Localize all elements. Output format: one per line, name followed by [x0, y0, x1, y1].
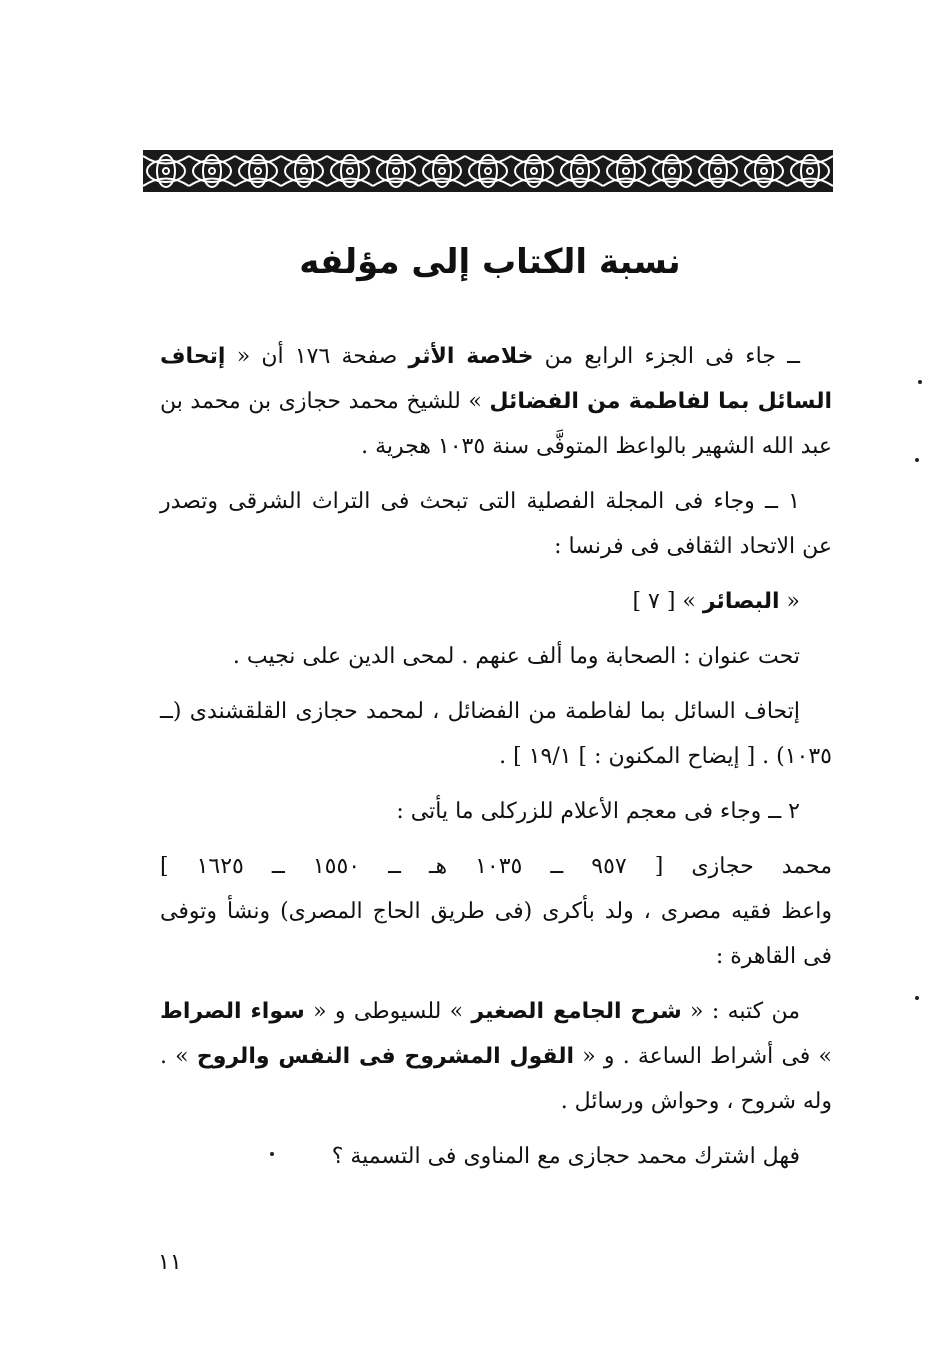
paragraph-khulasat	[160, 334, 832, 469]
text-segment: صفحة ١٧٦ أن «	[225, 344, 409, 369]
text-segment: «	[779, 589, 800, 614]
main-text	[160, 334, 832, 1189]
scan-speck	[918, 380, 922, 384]
text-segment: » للسيوطى و «	[304, 999, 472, 1024]
biography-text: واعظ فقيه مصرى ، ولد بأكرى (فى طريق الحاج المصرى) ونشأ وتوفى فى القاهرة :	[160, 899, 832, 969]
journal-title-al-basair: البصائر	[702, 589, 780, 614]
ornamental-border	[143, 150, 833, 192]
text-segment: » [ ٧ ]	[632, 589, 703, 614]
journal-title-line	[160, 579, 832, 624]
page-number: ١١	[158, 1250, 182, 1275]
paragraph-biography	[160, 844, 832, 979]
paragraph-journal: ١ ــ وجاء فى المجلة الفصلية التى تبحث فى التراث الشرقى وتصدر عن الاتحاد الثقافى فى فرنسا :	[160, 489, 832, 559]
book-title-khulasat-al-athar: خلاصة الأثر	[408, 344, 534, 369]
text-segment: » فى أشراط الساعة . و «	[574, 1044, 832, 1069]
paragraph-works	[160, 989, 832, 1124]
text-segment: ــ جاء فى الجزء الرابع من	[533, 344, 800, 369]
page-title: نسبة الكتاب إلى مؤلفه	[299, 242, 681, 282]
book-title-sharh-al-jami: شرح الجامع الصغير	[471, 999, 682, 1024]
scan-speck	[915, 996, 919, 1000]
book-title-al-qawl-al-mashruh: القول المشروح فى النفس والروح	[196, 1044, 575, 1069]
scan-speck	[270, 1152, 274, 1156]
biography-dates-line: محمد حجازى [ ٩٥٧ ــ ١٠٣٥ هـ ــ ١٥٥٠ ــ ١٦٢٥ ]	[160, 854, 832, 879]
text-segment: » للشيخ محمد حجازى بن محمد بن عبد الله الشهير بالواعظ المتوفَّى سنة ١٠٣٥ هجرية .	[160, 389, 832, 459]
scan-speck	[915, 458, 919, 462]
paragraph-question: فهل اشترك محمد حجازى مع المناوى فى التسمية ؟	[331, 1144, 800, 1169]
paragraph-article-title: تحت عنوان : الصحابة وما ألف عنهم . لمحى الدين على نجيب .	[232, 644, 800, 669]
book-title-ithaf-al-sail: إتحاف السائل بما لفاطمة من الفضائل	[160, 344, 832, 414]
book-title-sawa-al-sirat: سواء الصراط	[160, 999, 305, 1024]
paragraph-ithaf-reference: إتحاف السائل بما لفاطمة من الفضائل ، لمحمد حجازى القلقشندى (ــ ١٠٣٥) . [ إيضاح المكنون : ] ١٩/١ ] .	[160, 699, 832, 769]
paragraph-zirikli: ٢ ــ وجاء فى معجم الأعلام للزركلى ما يأتى :	[396, 799, 800, 824]
text-segment: » . وله شروح ، وحواش ورسائل .	[160, 1044, 832, 1114]
text-segment: من كتبه : «	[681, 999, 800, 1024]
